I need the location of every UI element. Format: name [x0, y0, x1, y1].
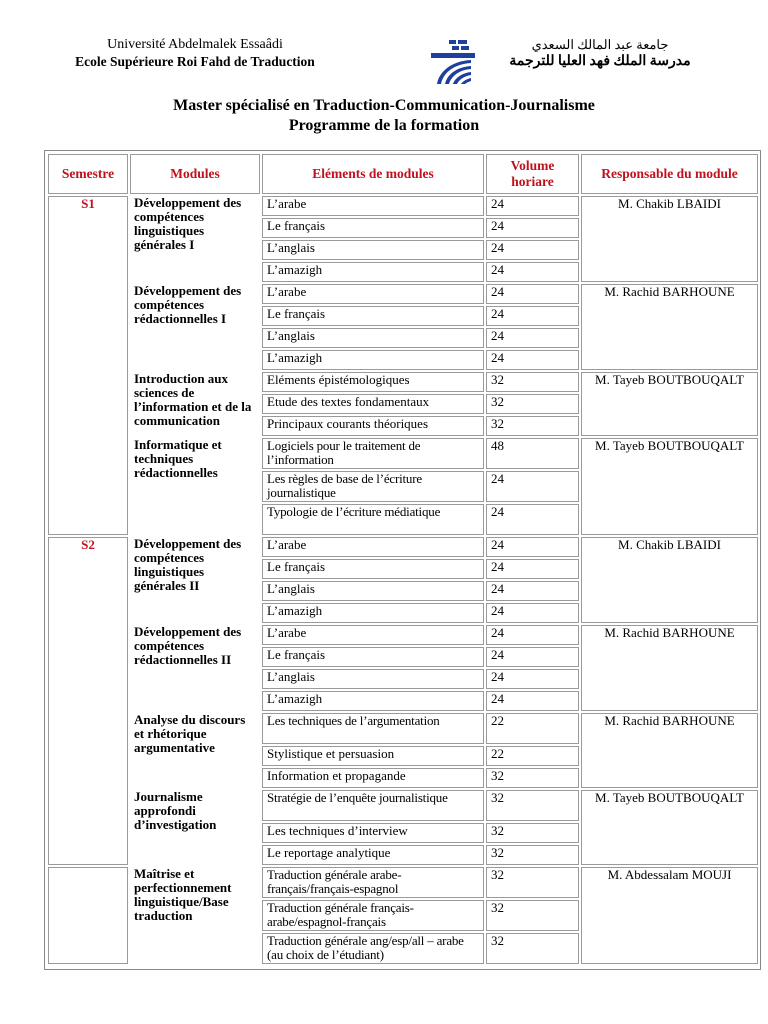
module-element: Le français	[262, 559, 484, 579]
table-row	[48, 867, 758, 898]
university-name: Université Abdelmalek Essaâdi	[107, 37, 283, 52]
module-element: L’anglais	[262, 240, 484, 260]
volume-horaire: 32	[486, 372, 579, 392]
module-name: Maîtrise et perfectionnement linguistique/Base traduction	[134, 866, 232, 923]
module-name: Développement des compétences linguistiques générales II	[134, 536, 242, 593]
module-name: Analyse du discours et rhétorique argumentative	[134, 712, 246, 755]
module-element: Traduction générale ang/esp/all – arabe (au choix de l’étudiant)	[262, 933, 484, 964]
volume-horaire: 24	[486, 647, 579, 667]
module-responsable: M. Rachid BARHOUNE	[581, 713, 758, 788]
module-element: L’anglais	[262, 669, 484, 689]
module-element: Eléments épistémologiques	[262, 372, 484, 392]
volume-horaire: 24	[486, 328, 579, 348]
volume-horaire: 24	[486, 691, 579, 711]
header-volume: Volume horiare	[486, 154, 579, 194]
programme-table	[46, 152, 760, 966]
volume-horaire: 24	[486, 196, 579, 216]
module-element: L’amazigh	[262, 691, 484, 711]
volume-horaire: 24	[486, 284, 579, 304]
module-element: L’amazigh	[262, 350, 484, 370]
module-element: Les règles de base de l’écriture journalistique	[262, 471, 484, 502]
volume-horaire: 24	[486, 625, 579, 645]
volume-horaire: 24	[486, 581, 579, 601]
header-modules: Modules	[130, 154, 260, 194]
module-element: Traduction générale français-arabe/espagnol-français	[262, 900, 484, 931]
header-elements: Eléments de modules	[262, 154, 484, 194]
table-row	[48, 372, 758, 392]
table-row	[48, 790, 758, 821]
module-element: Stylistique et persuasion	[262, 746, 484, 766]
module-element: L’arabe	[262, 537, 484, 557]
module-element: L’anglais	[262, 581, 484, 601]
volume-horaire: 24	[486, 537, 579, 557]
module-name: Développement des compétences linguistiques générales I	[134, 195, 242, 252]
module-responsable: M. Rachid BARHOUNE	[581, 625, 758, 711]
module-element: L’arabe	[262, 196, 484, 216]
school-name-arabic: مدرسة الملك فهد العليا للترجمة	[509, 54, 691, 69]
module-responsable: M. Tayeb BOUTBOUQALT	[581, 790, 758, 865]
volume-horaire: 24	[486, 350, 579, 370]
module-element: Etude des textes fondamentaux	[262, 394, 484, 414]
module-element: Traduction générale arabe-français/français-espagnol	[262, 867, 484, 898]
module-name: Introduction aux sciences de l’information et de la communication	[134, 371, 252, 428]
volume-horaire: 22	[486, 746, 579, 766]
module-element: Principaux courants théoriques	[262, 416, 484, 436]
table-row	[48, 284, 758, 304]
table-row	[48, 196, 758, 216]
table-header-row	[48, 154, 758, 194]
document-subtitle: Programme de la formation	[288, 117, 480, 134]
module-element: L’amazigh	[262, 262, 484, 282]
volume-horaire: 32	[486, 845, 579, 865]
module-element: Information et propagande	[262, 768, 484, 788]
volume-horaire: 24	[486, 218, 579, 238]
module-element: Le français	[262, 306, 484, 326]
header-right	[500, 36, 700, 71]
module-name: Développement des compétences rédactionnelles II	[134, 624, 242, 667]
school-logo-icon	[425, 40, 483, 86]
module-element: L’anglais	[262, 328, 484, 348]
module-element: Typologie de l’écriture médiatique	[262, 504, 484, 535]
module-responsable: M. Chakib LBAIDI	[581, 196, 758, 282]
volume-horaire: 32	[486, 900, 579, 931]
volume-horaire: 24	[486, 504, 579, 535]
module-responsable: M. Abdessalam MOUJI	[581, 867, 758, 964]
module-element: Le français	[262, 647, 484, 667]
module-element: Les techniques de l’argumentation	[262, 713, 484, 744]
volume-horaire: 24	[486, 603, 579, 623]
module-element: Logiciels pour le traitement de l’information	[262, 438, 484, 469]
volume-horaire: 24	[486, 306, 579, 326]
volume-horaire: 32	[486, 394, 579, 414]
module-name: Développement des compétences rédactionnelles I	[134, 283, 242, 326]
module-responsable: M. Chakib LBAIDI	[581, 537, 758, 623]
semester-label	[48, 867, 128, 964]
module-element: Stratégie de l’enquête journalistique	[262, 790, 484, 821]
volume-horaire: 32	[486, 416, 579, 436]
volume-horaire: 24	[486, 559, 579, 579]
module-name: Informatique et techniques rédactionnelles	[134, 437, 222, 480]
module-element: Le français	[262, 218, 484, 238]
module-responsable: M. Tayeb BOUTBOUQALT	[581, 438, 758, 535]
module-name: Journalisme approfondi d’investigation	[134, 789, 217, 832]
volume-horaire: 32	[486, 823, 579, 843]
module-responsable: M. Rachid BARHOUNE	[581, 284, 758, 370]
module-responsable: M. Tayeb BOUTBOUQALT	[581, 372, 758, 436]
volume-horaire: 24	[486, 669, 579, 689]
header-semestre: Semestre	[48, 154, 128, 194]
volume-horaire: 32	[486, 768, 579, 788]
semester-label: S1	[48, 196, 128, 535]
module-element: L’arabe	[262, 625, 484, 645]
volume-horaire: 24	[486, 471, 579, 502]
document-title: Master spécialisé en Traduction-Communication-Journalisme	[173, 97, 595, 114]
table-row	[48, 438, 758, 469]
semester-label: S2	[48, 537, 128, 865]
school-name: Ecole Supérieure Roi Fahd de Traduction	[75, 54, 315, 69]
volume-horaire: 32	[486, 867, 579, 898]
table-row	[48, 625, 758, 645]
university-name-arabic: جامعة عبد المالك السعدي	[531, 37, 669, 52]
module-element: L’amazigh	[262, 603, 484, 623]
volume-horaire: 24	[486, 240, 579, 260]
table-row	[48, 537, 758, 557]
module-element: Le reportage analytique	[262, 845, 484, 865]
header-responsable: Responsable du module	[581, 154, 758, 194]
volume-horaire: 24	[486, 262, 579, 282]
table-row	[48, 713, 758, 744]
module-element: Les techniques d’interview	[262, 823, 484, 843]
volume-horaire: 32	[486, 933, 579, 964]
module-element: L’arabe	[262, 284, 484, 304]
volume-horaire: 22	[486, 713, 579, 744]
volume-horaire: 48	[486, 438, 579, 469]
volume-horaire: 32	[486, 790, 579, 821]
header-left	[30, 36, 360, 70]
